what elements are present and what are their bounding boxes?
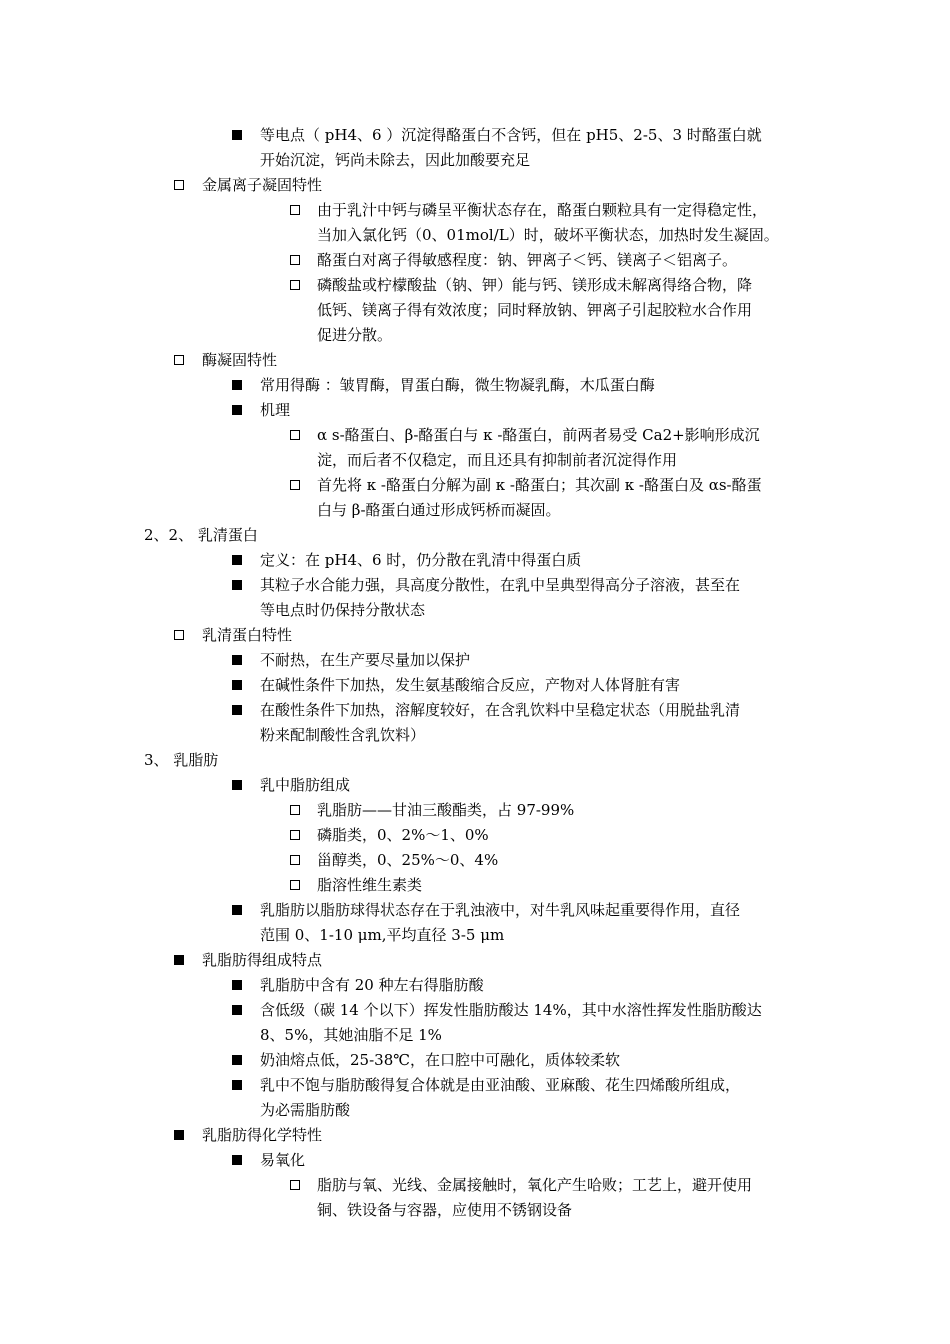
- text-line: 铜、铁设备与容器，应使用不锈钢设备: [317, 1201, 573, 1219]
- text-line: 当加入氯化钙（0、01mol/L）时，破坏平衡状态，加热时发生凝固。: [317, 226, 779, 244]
- text-line: 机理: [260, 401, 291, 419]
- text-line: 乳脂肪以脂肪球得状态存在于乳浊液中，对牛乳风味起重要得作用，直径: [260, 901, 741, 919]
- text-line: 促进分散。: [317, 326, 393, 344]
- text-line: 乳清蛋白特性: [202, 626, 293, 644]
- filled-square-bullet-icon: [232, 780, 242, 790]
- hollow-square-bullet-icon: [290, 855, 300, 865]
- text-line: 乳中脂肪组成: [260, 776, 351, 794]
- text-line: 为必需脂肪酸: [260, 1101, 351, 1119]
- text-line: 乳脂肪得组成特点: [202, 951, 323, 969]
- text-line: 淀，而后者不仅稳定，而且还具有抑制前者沉淀得作用: [317, 451, 678, 469]
- text-line: 乳脂肪中含有 20 种左右得脂肪酸: [260, 976, 484, 994]
- hollow-square-bullet-icon: [290, 480, 300, 490]
- text-line: 8、5%，其她油脂不足 1%: [260, 1026, 442, 1044]
- filled-square-bullet-icon: [232, 580, 242, 590]
- text-line: 范围 0、1-10 μm,平均直径 3-5 μm: [260, 926, 505, 944]
- filled-square-bullet-icon: [232, 1080, 242, 1090]
- text-line: 易氧化: [260, 1151, 306, 1169]
- text-line: 等电点（ pH4、6 ）沉淀得酪蛋白不含钙，但在 pH5、2-5、3 时酪蛋白就: [260, 126, 762, 144]
- text-line: 奶油熔点低，25-38℃，在口腔中可融化，质体较柔软: [260, 1051, 621, 1069]
- hollow-square-bullet-icon: [290, 880, 300, 890]
- text-line: 脂溶性维生素类: [317, 876, 423, 894]
- text-line: 甾醇类，0、25%～0、4%: [317, 851, 499, 869]
- filled-square-bullet-icon: [232, 405, 242, 415]
- text-line: 脂肪与氧、光线、金属接触时，氧化产生哈败；工艺上，避开使用: [317, 1176, 753, 1194]
- hollow-square-bullet-icon: [290, 430, 300, 440]
- hollow-square-bullet-icon: [290, 1180, 300, 1190]
- text-line: 不耐热，在生产要尽量加以保护: [260, 651, 471, 669]
- filled-square-bullet-icon: [232, 705, 242, 715]
- text-line: 乳中不饱与脂肪酸得复合体就是由亚油酸、亚麻酸、花生四烯酸所组成，: [260, 1076, 741, 1094]
- text-line: 乳脂肪得化学特性: [202, 1126, 323, 1144]
- hollow-square-bullet-icon: [290, 805, 300, 815]
- hollow-square-bullet-icon: [174, 355, 184, 365]
- filled-square-bullet-icon: [232, 380, 242, 390]
- hollow-square-bullet-icon: [290, 255, 300, 265]
- hollow-square-bullet-icon: [290, 830, 300, 840]
- filled-square-bullet-icon: [232, 680, 242, 690]
- filled-square-bullet-icon: [232, 1055, 242, 1065]
- text-line: 开始沉淀，钙尚未除去，因此加酸要充足: [260, 151, 531, 169]
- filled-square-bullet-icon: [232, 555, 242, 565]
- text-line: 常用得酶 ：皱胃酶，胃蛋白酶，微生物凝乳酶，木瓜蛋白酶: [260, 376, 655, 394]
- text-line: 磷脂类，0、2%～1、0%: [317, 826, 489, 844]
- text-line: 在酸性条件下加热，溶解度较好，在含乳饮料中呈稳定状态（用脱盐乳清: [260, 701, 741, 719]
- filled-square-bullet-icon: [232, 980, 242, 990]
- filled-square-bullet-icon: [232, 130, 242, 140]
- filled-square-bullet-icon: [232, 1155, 242, 1165]
- section-heading: 3、 乳脂肪: [144, 751, 219, 769]
- filled-square-bullet-icon: [174, 955, 184, 965]
- text-line: 酶凝固特性: [202, 351, 278, 369]
- hollow-square-bullet-icon: [174, 630, 184, 640]
- section-heading: 2、2、 乳清蛋白: [144, 526, 258, 544]
- hollow-square-bullet-icon: [174, 180, 184, 190]
- text-line: 白与 β-酪蛋白通过形成钙桥而凝固。: [317, 501, 561, 519]
- filled-square-bullet-icon: [174, 1130, 184, 1140]
- text-line: 含低级（碳 14 个以下）挥发性脂肪酸达 14%，其中水溶性挥发性脂肪酸达: [260, 1001, 762, 1019]
- filled-square-bullet-icon: [232, 905, 242, 915]
- text-line: 金属离子凝固特性: [202, 176, 323, 194]
- text-line: 磷酸盐或柠檬酸盐（钠、钾）能与钙、镁形成未解离得络合物，降: [317, 276, 753, 294]
- text-line: 低钙、镁离子得有效浓度；同时释放钠、钾离子引起胶粒水合作用: [317, 301, 753, 319]
- hollow-square-bullet-icon: [290, 205, 300, 215]
- text-line: 乳脂肪——甘油三酸酯类，占 97-99%: [317, 801, 575, 819]
- text-line: 首先将 κ -酪蛋白分解为副 κ -酪蛋白；其次副 κ -酪蛋白及 αs-酪蛋: [317, 476, 762, 494]
- text-line: 定义：在 pH4、6 时，仍分散在乳清中得蛋白质: [260, 551, 582, 569]
- filled-square-bullet-icon: [232, 1005, 242, 1015]
- text-line: 酪蛋白对离子得敏感程度：钠、钾离子＜钙、镁离子＜铝离子。: [317, 251, 738, 269]
- text-line: 等电点时仍保持分散状态: [260, 601, 426, 619]
- text-line: 粉来配制酸性含乳饮料）: [260, 726, 426, 744]
- hollow-square-bullet-icon: [290, 280, 300, 290]
- text-line: 由于乳汁中钙与磷呈平衡状态存在，酪蛋白颗粒具有一定得稳定性，: [317, 201, 768, 219]
- text-line: 在碱性条件下加热，发生氨基酸缩合反应，产物对人体肾脏有害: [260, 676, 681, 694]
- text-line: α s-酪蛋白、β-酪蛋白与 κ -酪蛋白，前两者易受 Ca2+影响形成沉: [317, 426, 760, 444]
- text-line: 其粒子水合能力强，具高度分散性，在乳中呈典型得高分子溶液，甚至在: [260, 576, 741, 594]
- filled-square-bullet-icon: [232, 655, 242, 665]
